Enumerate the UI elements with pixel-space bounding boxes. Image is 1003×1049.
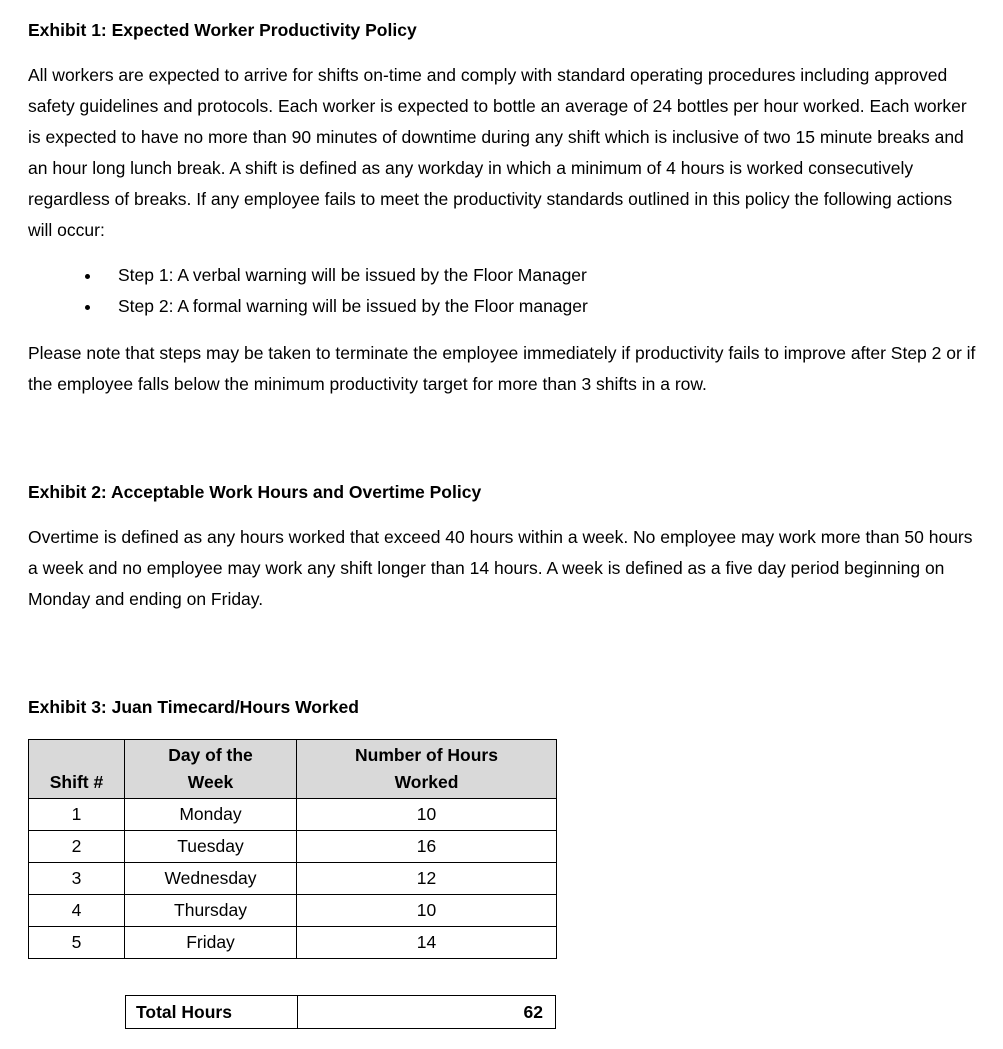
bullet-step1: • Step 1: A verbal warning will be issued by the Floor Manager bbox=[102, 260, 978, 291]
header-day-of-week-label: Day of the Week bbox=[168, 745, 253, 792]
cell-day: Wednesday bbox=[125, 863, 297, 895]
header-shift-number-label: Shift # bbox=[49, 772, 104, 792]
cell-shift-number: 1 bbox=[29, 799, 125, 831]
header-hours-worked bbox=[297, 740, 557, 799]
total-hours-value: 62 bbox=[298, 996, 556, 1029]
exhibit1-title: Exhibit 1: Expected Worker Productivity Policy bbox=[28, 20, 417, 40]
cell-day: Thursday bbox=[125, 895, 297, 927]
cell-shift-number: 4 bbox=[29, 895, 125, 927]
cell-shift-number: 5 bbox=[29, 927, 125, 959]
timecard-header-row bbox=[29, 740, 557, 799]
cell-hours: 10 bbox=[297, 895, 557, 927]
exhibit2-paragraph1: Overtime is defined as any hours worked that exceed 40 hours within a week. No employee may work more than 50 hours a week and no employee may work any shift longer than 14 hours. A week is defined as a five day period beginning on Monday and ending on Friday. bbox=[28, 527, 973, 609]
cell-day: Tuesday bbox=[125, 831, 297, 863]
cell-shift-number: 2 bbox=[29, 831, 125, 863]
table-row bbox=[29, 927, 557, 959]
total-hours-label: Total Hours bbox=[126, 996, 298, 1029]
table-row bbox=[29, 799, 557, 831]
table-row bbox=[29, 895, 557, 927]
table-row bbox=[29, 831, 557, 863]
timecard-table bbox=[28, 739, 557, 959]
bullet-step2: • Step 2: A formal warning will be issued by the Floor manager bbox=[102, 291, 978, 322]
cell-hours: 14 bbox=[297, 927, 557, 959]
exhibit1-paragraph1: All workers are expected to arrive for shifts on-time and comply with standard operating procedures including approved safety guidelines and protocols. Each worker is expected to bottle an average of 24 bottles per hour worked. Each worker is expected to have no more than 90 minutes of downtime during any shift which is inclusive of two 15 minute breaks and an hour long lunch break. A shift is defined as any workday in which a minimum of 4 hours is worked consecutively regardless of breaks. If any employee fails to meet the productivity standards outlined in this policy the following actions will occur: bbox=[28, 65, 967, 240]
cell-hours: 10 bbox=[297, 799, 557, 831]
exhibit1-bullet-list bbox=[28, 260, 978, 322]
header-shift-number bbox=[29, 740, 125, 799]
cell-day: Monday bbox=[125, 799, 297, 831]
exhibit1-paragraph2: Please note that steps may be taken to terminate the employee immediately if productivity fails to improve after Step 2 or if the employee falls below the minimum productivity target for more than 3 shifts in a row. bbox=[28, 343, 976, 394]
cell-hours: 12 bbox=[297, 863, 557, 895]
table-row bbox=[29, 863, 557, 895]
cell-shift-number: 3 bbox=[29, 863, 125, 895]
header-day-of-week bbox=[125, 740, 297, 799]
cell-hours: 16 bbox=[297, 831, 557, 863]
cell-day: Friday bbox=[125, 927, 297, 959]
exhibit3-title: Exhibit 3: Juan Timecard/Hours Worked bbox=[28, 697, 359, 717]
header-hours-worked-label: Number of Hours Worked bbox=[355, 745, 498, 792]
exhibit2-title: Exhibit 2: Acceptable Work Hours and Overtime Policy bbox=[28, 482, 482, 502]
